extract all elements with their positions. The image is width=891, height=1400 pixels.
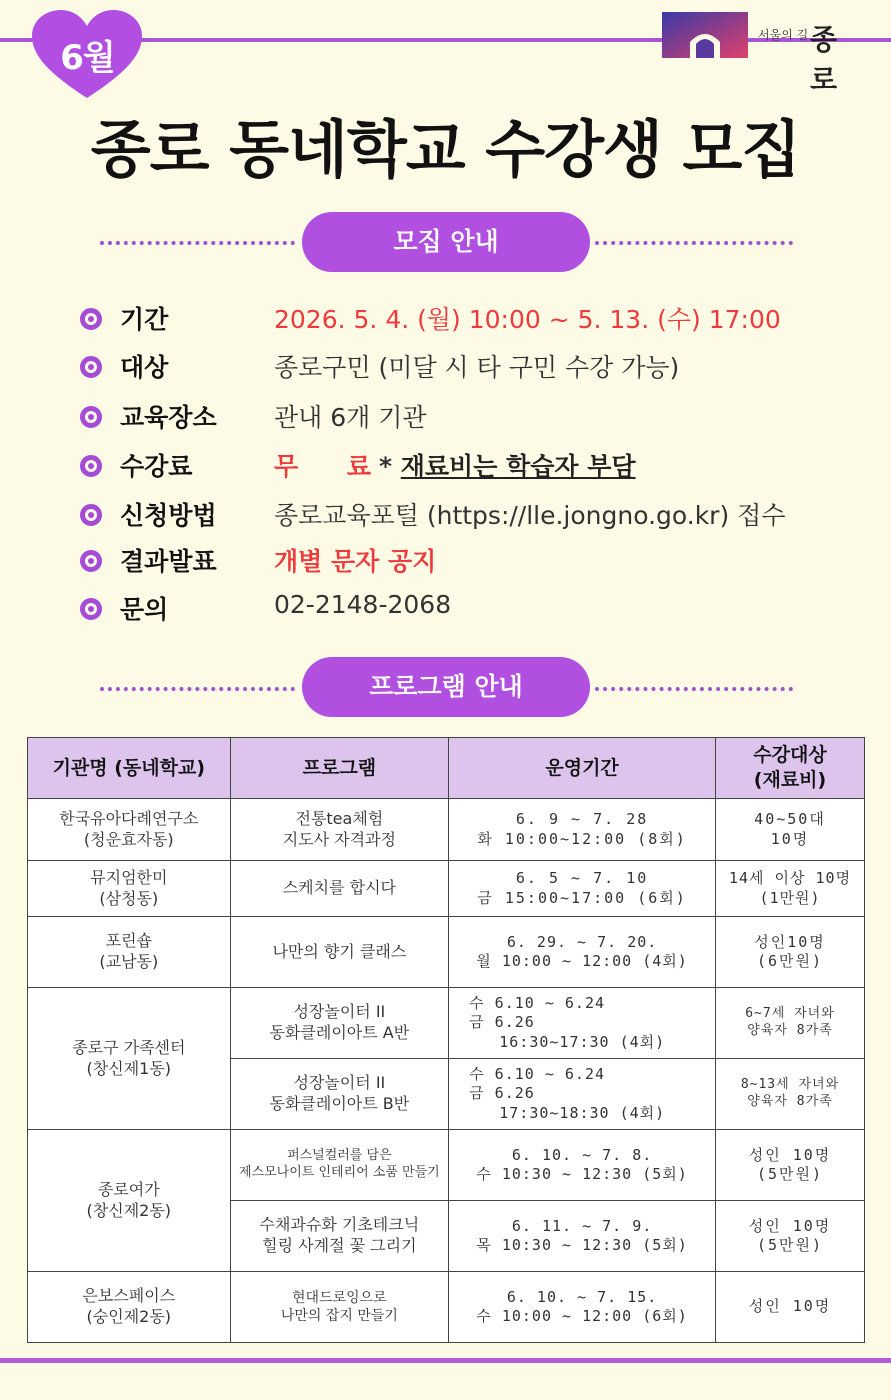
month-heart-badge — [30, 8, 145, 100]
cell-period: 6. 29. ~ 7. 20. 월 10:00 ~ 12:00 (4회) — [449, 917, 716, 988]
info-period — [80, 300, 860, 340]
cell-target: 성인10명 (6만원) — [716, 917, 865, 988]
table-row — [28, 799, 865, 861]
info-label: 교육장소 — [120, 403, 217, 432]
bullet-icon — [80, 504, 102, 526]
info-value — [274, 447, 636, 483]
table-header-row — [28, 738, 865, 799]
info-value: 종로교육포털 (https://lle.jongno.go.kr) 접수 — [274, 501, 786, 530]
cell-org: 뮤지엄한미 (삼청동) — [28, 861, 231, 917]
header-org: 기관명 (동네학교) — [28, 738, 231, 799]
page-title: 종로 동네학교 수강생 모집 — [90, 113, 801, 186]
fee-note: 재료비는 학습자 부담 — [400, 452, 636, 481]
bullet-icon — [80, 598, 102, 620]
info-target — [80, 348, 860, 388]
info-label: 기간 — [120, 305, 169, 334]
info-label: 수강료 — [120, 452, 193, 481]
cell-program: 수채과슈화 기초테크닉 힐링 사계절 꽃 그리기 — [230, 1201, 449, 1272]
cell-target: 6~7세 자녀와 양육자 8가족 — [716, 988, 865, 1059]
cell-org: 포린숍 (교남동) — [28, 917, 231, 988]
bottom-divider — [0, 1358, 891, 1363]
table-row — [28, 1272, 865, 1343]
table-row — [28, 861, 865, 917]
info-result — [80, 542, 860, 582]
cell-org: 한국유아다례연구소 (청운효자동) — [28, 799, 231, 861]
dotted-divider-right — [595, 687, 793, 691]
info-fee — [80, 447, 860, 487]
fee-free: 무 료 — [274, 452, 372, 481]
cell-period: 수 6.10 ~ 6.24 금 6.26 16:30~17:30 (4회) — [449, 988, 716, 1059]
jongno-logo — [662, 12, 862, 96]
gate-icon — [662, 12, 748, 58]
dotted-divider-left — [100, 687, 295, 691]
cell-period: 6. 11. ~ 7. 9. 목 10:30 ~ 12:30 (5회) — [449, 1201, 716, 1272]
dotted-divider-right — [595, 241, 793, 245]
bullet-icon — [80, 455, 102, 477]
info-label: 대상 — [120, 353, 169, 382]
cell-program: 퍼스널컬러를 담은 제스모나이트 인테리어 소품 만들기 — [230, 1130, 449, 1201]
info-label: 결과발표 — [120, 547, 217, 576]
cell-period: 6. 10. ~ 7. 8. 수 10:30 ~ 12:30 (5회) — [449, 1130, 716, 1201]
bullet-icon — [80, 308, 102, 330]
cell-target: 성인 10명 (5만원) — [716, 1130, 865, 1201]
cell-org: 종로구 가족센터 (창신제1동) — [28, 988, 231, 1130]
header-target: 수강대상 (재료비) — [716, 738, 865, 799]
cell-target: 40~50대 10명 — [716, 799, 865, 861]
info-value: 02-2148-2068 — [274, 590, 452, 619]
header-period: 운영기간 — [449, 738, 716, 799]
bullet-icon — [80, 406, 102, 428]
cell-program: 전통tea체험 지도사 자격과정 — [230, 799, 449, 861]
logo-title: 종로 — [810, 23, 838, 96]
cell-target: 14세 이상 10명 (1만원) — [716, 861, 865, 917]
bullet-icon — [80, 356, 102, 378]
cell-org: 은보스페이스 (숭인제2동) — [28, 1272, 231, 1343]
table-row — [28, 1130, 865, 1201]
cell-target: 8~13세 자녀와 양육자 8가족 — [716, 1059, 865, 1130]
program-table — [27, 737, 865, 1343]
info-label: 문의 — [120, 595, 169, 624]
info-apply — [80, 496, 860, 536]
cell-period: 6. 9 ~ 7. 28 화 10:00~12:00 (8회) — [449, 799, 716, 861]
cell-target: 성인 10명 — [716, 1272, 865, 1343]
cell-program: 성장놀이터 II 동화클레이아트 A반 — [230, 988, 449, 1059]
section-heading-program: 프로그램 안내 — [302, 657, 590, 717]
fee-note-star: * — [378, 452, 401, 481]
cell-period: 수 6.10 ~ 6.24 금 6.26 17:30~18:30 (4회) — [449, 1059, 716, 1130]
cell-program: 현대드로잉으로 나만의 잡지 만들기 — [230, 1272, 449, 1343]
cell-target: 성인 10명 (5만원) — [716, 1201, 865, 1272]
cell-program: 성장놀이터 II 동화클레이아트 B반 — [230, 1059, 449, 1130]
cell-org: 종로여가 (창신제2동) — [28, 1130, 231, 1272]
info-location — [80, 398, 860, 438]
header-program: 프로그램 — [230, 738, 449, 799]
info-value: 종로구민 (미달 시 타 구민 수강 가능) — [274, 353, 680, 382]
cell-program: 나만의 향기 클래스 — [230, 917, 449, 988]
logo-subtitle: 서울의 길 — [758, 28, 809, 42]
section-heading-recruit: 모집 안내 — [302, 212, 590, 272]
table-row — [28, 917, 865, 988]
info-value: 개별 문자 공지 — [274, 547, 437, 576]
info-contact — [80, 590, 860, 630]
info-value: 관내 6개 기관 — [274, 403, 427, 432]
dotted-divider-left — [100, 241, 295, 245]
info-value: 2026. 5. 4. (월) 10:00 ~ 5. 13. (수) 17:00 — [274, 305, 781, 334]
bullet-icon — [80, 550, 102, 572]
cell-period: 6. 10. ~ 7. 15. 수 10:00 ~ 12:00 (6회) — [449, 1272, 716, 1343]
table-row — [28, 988, 865, 1059]
month-label: 6월 — [60, 38, 115, 78]
cell-program: 스케치를 합시다 — [230, 861, 449, 917]
cell-period: 6. 5 ~ 7. 10 금 15:00~17:00 (6회) — [449, 861, 716, 917]
info-label: 신청방법 — [120, 501, 217, 530]
